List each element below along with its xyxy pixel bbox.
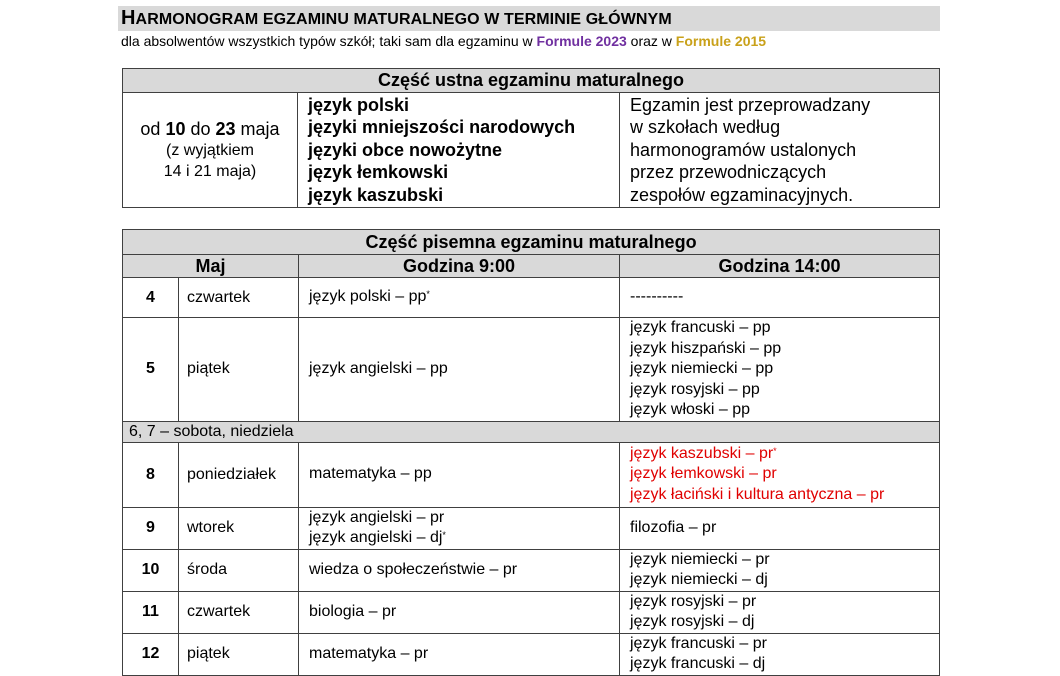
table-row: 10 środa wiedza o społeczeństwie – pr język niemiecki – pr język niemiecki – dj: [123, 549, 940, 591]
oral-subject: język kaszubski: [308, 184, 444, 205]
oral-header: Część ustna egzaminu maturalnego: [123, 69, 940, 93]
oral-subject: język łemkowski: [308, 162, 449, 183]
table-row: 5 piątek język angielski – pp język francuski – pp język hiszpański – pp język niemiecki – pp język rosyjski – pp język włoski – pp: [123, 318, 940, 422]
col-14: Godzina 14:00: [620, 255, 940, 278]
table-row: 12 piątek matematyka – pr język francuski – pr język francuski – dj: [123, 633, 940, 675]
oral-subjects: [298, 93, 620, 208]
written-header: Część pisemna egzaminu maturalnego: [123, 230, 940, 255]
table-row: 8 poniedziałek matematyka – pp język kaszubski – pr* język łemkowski – pr język łaciński i kultura antyczna – pr: [123, 442, 940, 507]
oral-note: Egzamin jest przeprowadzany w szkołach według harmonogramów ustalonych przez przewodniczących zespołów egzaminacyjnych.: [620, 93, 940, 208]
oral-exam-table: [122, 68, 940, 208]
weekend-row: 6, 7 – sobota, niedziela: [123, 421, 940, 442]
oral-except-1: (z wyjątkiem: [165, 141, 254, 159]
table-row: 4 czwartek język polski – pp* ----------: [123, 278, 940, 318]
oral-subject: języki mniejszości narodowych: [308, 117, 576, 138]
oral-subject: język polski: [308, 94, 410, 115]
table-row: 11 czwartek biologia – pr język rosyjski – pr język rosyjski – dj: [123, 591, 940, 633]
formula-2015: Formule 2015: [675, 33, 767, 49]
page-title: HARMONOGRAM EGZAMINU MATURALNEGO W TERMINIE GŁÓWNYM: [121, 7, 672, 29]
table-row: 9 wtorek język angielski – pr język angielski – dj* filozofia – pr: [123, 507, 940, 549]
oral-subject: języki obce nowożytne: [308, 139, 503, 160]
col-9: Godzina 9:00: [299, 255, 620, 278]
col-month: Maj: [123, 255, 299, 278]
oral-date-range: od 10 do 23 maja: [140, 118, 280, 139]
formula-2023: Formule 2023: [536, 33, 627, 49]
oral-except-2: 14 i 21 maja): [163, 162, 257, 180]
subtitle: dla absolwentów wszystkich typów szkół; taki sam dla egzaminu w Formule 2023 oraz w Formule 2015: [121, 33, 767, 49]
written-exam-table: [122, 229, 940, 676]
oral-dates: [123, 93, 298, 208]
